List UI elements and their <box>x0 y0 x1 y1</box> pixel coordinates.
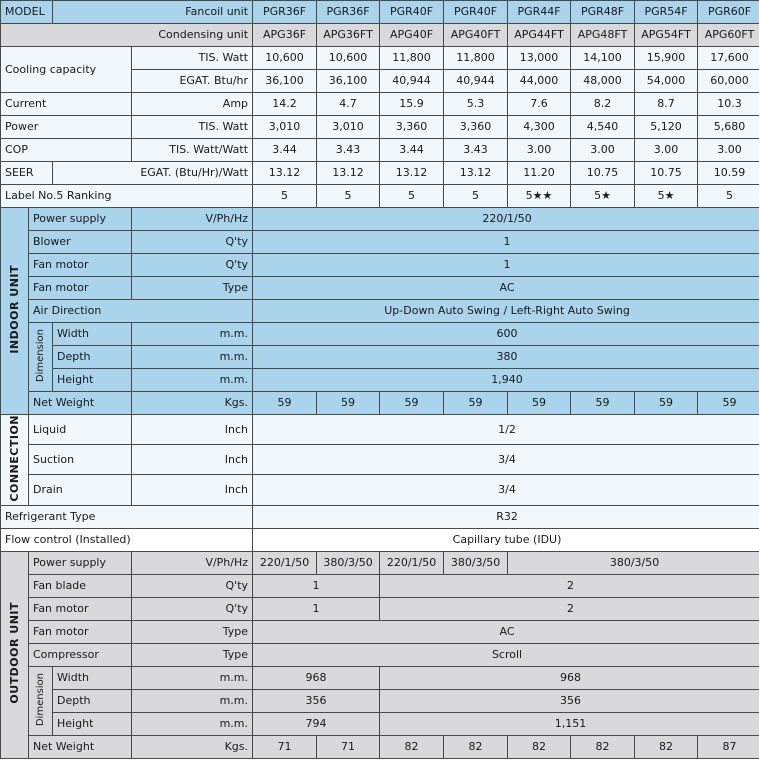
indoor-power-value: 220/1/50 <box>253 208 759 231</box>
value-cell: 2 <box>380 574 759 597</box>
fan-motor-unit: Q'ty <box>132 254 253 277</box>
value-cell: 82 <box>380 735 444 758</box>
value-cell: 3.00 <box>508 139 571 162</box>
value-cell: 5,680 <box>698 116 759 139</box>
current-row <box>1 93 759 116</box>
value-cell: 2 <box>380 597 759 620</box>
current-label: Current <box>1 93 132 116</box>
value-cell: 1,151 <box>380 712 759 735</box>
indoor-blower-row <box>1 231 759 254</box>
value-cell: 15.9 <box>380 93 444 116</box>
value-cell: 82 <box>508 735 571 758</box>
outdoor-power-unit: V/Ph/Hz <box>132 551 253 574</box>
outdoor-dimension-label: Dimension <box>29 666 53 735</box>
outdoor-fan-motor-type-unit: Type <box>132 620 253 643</box>
ranking-cell: 5 <box>380 185 444 208</box>
fancoil-model: PGR60F <box>698 1 759 24</box>
value-cell: 59 <box>508 392 571 415</box>
value-cell: 40,944 <box>380 70 444 93</box>
condensing-model: APG40F <box>380 24 444 47</box>
indoor-fanmotor-row <box>1 254 759 277</box>
value-cell: 13.12 <box>444 162 508 185</box>
value-cell: 82 <box>571 735 635 758</box>
value-cell: 3,360 <box>444 116 508 139</box>
value-cell: 794 <box>253 712 380 735</box>
value-cell: 356 <box>380 689 759 712</box>
value-cell: 10,600 <box>317 47 380 70</box>
ranking-cell: 5★★ <box>508 185 571 208</box>
value-cell: 3,010 <box>253 116 317 139</box>
indoor-power-unit: V/Ph/Hz <box>132 208 253 231</box>
value-cell: 59 <box>571 392 635 415</box>
compressor-value: Scroll <box>253 643 759 666</box>
value-cell: 4,540 <box>571 116 635 139</box>
value-cell: 4,300 <box>508 116 571 139</box>
indoor-depth-value: 380 <box>253 346 759 369</box>
depth-label: Depth <box>53 689 132 712</box>
width-label: Width <box>53 666 132 689</box>
mm-unit: m.m. <box>132 369 253 392</box>
condensing-model: APG44FT <box>508 24 571 47</box>
fan-blade-unit: Q'ty <box>132 574 253 597</box>
value-cell: 11,800 <box>380 47 444 70</box>
value-cell: 1 <box>253 597 380 620</box>
value-cell: 10,600 <box>253 47 317 70</box>
value-cell: 3,360 <box>380 116 444 139</box>
refrigerant-label: Refrigerant Type <box>1 505 253 528</box>
value-cell: 3,010 <box>317 116 380 139</box>
inch-unit: Inch <box>132 475 253 505</box>
condensing-model: APG54FT <box>635 24 698 47</box>
value-cell: 11.20 <box>508 162 571 185</box>
drain-label: Drain <box>29 475 132 505</box>
mm-unit: m.m. <box>132 323 253 346</box>
seer-row <box>1 162 759 185</box>
blower-value: 1 <box>253 231 759 254</box>
value-cell: 36,100 <box>253 70 317 93</box>
inch-unit: Inch <box>132 445 253 475</box>
mm-unit: m.m. <box>132 346 253 369</box>
flow-control-label: Flow control (Installed) <box>1 528 253 551</box>
value-cell: 60,000 <box>698 70 759 93</box>
cop-row <box>1 139 759 162</box>
cooling-egat-unit: EGAT. Btu/hr <box>132 70 253 93</box>
value-cell: 59 <box>317 392 380 415</box>
value-cell: 36,100 <box>317 70 380 93</box>
indoor-power-label: Power supply <box>29 208 132 231</box>
ranking-cell: 5 <box>698 185 759 208</box>
outdoor-power-row <box>1 551 759 574</box>
fan-motor-type-value: AC <box>253 277 759 300</box>
indoor-power-row <box>1 208 759 231</box>
value-cell: 59 <box>698 392 759 415</box>
value-cell: 5.3 <box>444 93 508 116</box>
width-label: Width <box>53 323 132 346</box>
fancoil-model: PGR40F <box>444 1 508 24</box>
flow-control-row <box>1 528 759 551</box>
value-cell: 8.7 <box>635 93 698 116</box>
value-cell: 40,944 <box>444 70 508 93</box>
condensing-model: APG40FT <box>444 24 508 47</box>
value-cell: 3.44 <box>253 139 317 162</box>
cooling-capacity-label: Cooling capacity <box>1 47 132 93</box>
cooling-tis-row <box>1 47 759 70</box>
value-cell: 59 <box>253 392 317 415</box>
value-cell: 8.2 <box>571 93 635 116</box>
outdoor-fan-motor-unit: Q'ty <box>132 597 253 620</box>
value-cell: 59 <box>380 392 444 415</box>
condensing-model: APG36F <box>253 24 317 47</box>
outdoor-width-row <box>1 666 759 689</box>
power-row <box>1 116 759 139</box>
model-label: MODEL <box>1 1 53 24</box>
indoor-depth-row <box>1 346 759 369</box>
air-direction-value: Up-Down Auto Swing / Left-Right Auto Swing <box>253 300 759 323</box>
value-cell: 380/3/50 <box>444 551 508 574</box>
indoor-section-label: INDOOR UNIT <box>1 208 29 415</box>
fancoil-model: PGR48F <box>571 1 635 24</box>
ranking-cell: 5★ <box>571 185 635 208</box>
outdoor-fanmotor-row <box>1 597 759 620</box>
value-cell: 44,000 <box>508 70 571 93</box>
height-label: Height <box>53 369 132 392</box>
value-cell: 5,120 <box>635 116 698 139</box>
value-cell: 3.43 <box>317 139 380 162</box>
fan-motor-type-unit: Type <box>132 277 253 300</box>
net-weight-unit: Kgs. <box>132 735 253 758</box>
value-cell: 7.6 <box>508 93 571 116</box>
condensing-label: Condensing unit <box>1 24 253 47</box>
value-cell: 380/3/50 <box>508 551 759 574</box>
inch-unit: Inch <box>132 415 253 445</box>
indoor-height-row <box>1 369 759 392</box>
value-cell: 10.75 <box>635 162 698 185</box>
fancoil-model: PGR40F <box>380 1 444 24</box>
cop-unit: TIS. Watt/Watt <box>132 139 253 162</box>
fancoil-model: PGR54F <box>635 1 698 24</box>
power-label: Power <box>1 116 132 139</box>
value-cell: 71 <box>317 735 380 758</box>
flow-control-value: Capillary tube (IDU) <box>253 528 759 551</box>
liquid-value: 1/2 <box>253 415 759 445</box>
condensing-model: APG36FT <box>317 24 380 47</box>
power-unit: TIS. Watt <box>132 116 253 139</box>
air-direction-label: Air Direction <box>29 300 253 323</box>
compressor-label: Compressor <box>29 643 132 666</box>
connection-suction-row <box>1 445 759 475</box>
value-cell: 87 <box>698 735 759 758</box>
indoor-height-value: 1,940 <box>253 369 759 392</box>
value-cell: 356 <box>253 689 380 712</box>
connection-section-label: CONNECTION <box>1 415 29 506</box>
outdoor-fanblade-row <box>1 574 759 597</box>
cooling-tis-unit: TIS. Watt <box>132 47 253 70</box>
indoor-fanmotor-type-row <box>1 277 759 300</box>
condensing-model: APG60FT <box>698 24 759 47</box>
value-cell: 82 <box>444 735 508 758</box>
ranking-cell: 5 <box>444 185 508 208</box>
refrigerant-value: R32 <box>253 505 759 528</box>
liquid-label: Liquid <box>29 415 132 445</box>
value-cell: 1 <box>253 574 380 597</box>
value-cell: 13.12 <box>253 162 317 185</box>
condensing-model: APG48FT <box>571 24 635 47</box>
ranking-cell: 5★ <box>635 185 698 208</box>
value-cell: 54,000 <box>635 70 698 93</box>
indoor-width-value: 600 <box>253 323 759 346</box>
ranking-cell: 5 <box>317 185 380 208</box>
depth-label: Depth <box>53 346 132 369</box>
outdoor-section-label: OUTDOOR UNIT <box>1 551 29 758</box>
net-weight-label: Net Weight <box>29 735 132 758</box>
value-cell: 13.12 <box>380 162 444 185</box>
height-label: Height <box>53 712 132 735</box>
value-cell: 3.00 <box>698 139 759 162</box>
value-cell: 11,800 <box>444 47 508 70</box>
suction-label: Suction <box>29 445 132 475</box>
value-cell: 3.44 <box>380 139 444 162</box>
value-cell: 380/3/50 <box>317 551 380 574</box>
value-cell: 82 <box>635 735 698 758</box>
value-cell: 15,900 <box>635 47 698 70</box>
value-cell: 14.2 <box>253 93 317 116</box>
current-unit: Amp <box>132 93 253 116</box>
value-cell: 220/1/50 <box>253 551 317 574</box>
net-weight-label: Net Weight <box>29 392 132 415</box>
value-cell: 10.3 <box>698 93 759 116</box>
blower-label: Blower <box>29 231 132 254</box>
fancoil-label: Fancoil unit <box>53 1 253 24</box>
value-cell: 59 <box>635 392 698 415</box>
seer-unit: EGAT. (Btu/Hr)/Watt <box>53 162 253 185</box>
value-cell: 59 <box>444 392 508 415</box>
connection-liquid-row <box>1 415 759 445</box>
fancoil-model: PGR36F <box>317 1 380 24</box>
value-cell: 14,100 <box>571 47 635 70</box>
outdoor-compressor-row <box>1 643 759 666</box>
value-cell: 3.00 <box>635 139 698 162</box>
outdoor-fan-motor-type-label: Fan motor <box>29 620 132 643</box>
indoor-dimension-label: Dimension <box>29 323 53 392</box>
value-cell: 968 <box>380 666 759 689</box>
value-cell: 968 <box>253 666 380 689</box>
fancoil-model: PGR44F <box>508 1 571 24</box>
ranking-label: Label No.5 Ranking <box>1 185 253 208</box>
fan-motor-label: Fan motor <box>29 254 132 277</box>
indoor-width-row <box>1 323 759 346</box>
ranking-cell: 5 <box>253 185 317 208</box>
value-cell: 4.7 <box>317 93 380 116</box>
connection-drain-row <box>1 475 759 505</box>
mm-unit: m.m. <box>132 689 253 712</box>
value-cell: 48,000 <box>571 70 635 93</box>
outdoor-height-row <box>1 712 759 735</box>
outdoor-power-label: Power supply <box>29 551 132 574</box>
refrigerant-row <box>1 505 759 528</box>
cop-label: COP <box>1 139 132 162</box>
outdoor-depth-row <box>1 689 759 712</box>
net-weight-unit: Kgs. <box>132 392 253 415</box>
value-cell: 17,600 <box>698 47 759 70</box>
value-cell: 220/1/50 <box>380 551 444 574</box>
mm-unit: m.m. <box>132 712 253 735</box>
outdoor-fan-motor-label: Fan motor <box>29 597 132 620</box>
outdoor-fan-motor-type-value: AC <box>253 620 759 643</box>
mm-unit: m.m. <box>132 666 253 689</box>
value-cell: 13.12 <box>317 162 380 185</box>
seer-label: SEER <box>1 162 53 185</box>
fancoil-model: PGR36F <box>253 1 317 24</box>
suction-value: 3/4 <box>253 445 759 475</box>
value-cell: 13,000 <box>508 47 571 70</box>
outdoor-fanmotor-type-row <box>1 620 759 643</box>
fan-motor-type-label: Fan motor <box>29 277 132 300</box>
value-cell: 10.75 <box>571 162 635 185</box>
value-cell: 10.59 <box>698 162 759 185</box>
fan-motor-value: 1 <box>253 254 759 277</box>
indoor-air-direction-row <box>1 300 759 323</box>
drain-value: 3/4 <box>253 475 759 505</box>
header-fancoil-row <box>1 1 759 24</box>
indoor-weight-row <box>1 392 759 415</box>
fan-blade-label: Fan blade <box>29 574 132 597</box>
ranking-row <box>1 185 759 208</box>
header-condensing-row <box>1 24 759 47</box>
value-cell: 3.43 <box>444 139 508 162</box>
outdoor-weight-row <box>1 735 759 758</box>
value-cell: 71 <box>253 735 317 758</box>
compressor-unit: Type <box>132 643 253 666</box>
value-cell: 3.00 <box>571 139 635 162</box>
blower-unit: Q'ty <box>132 231 253 254</box>
